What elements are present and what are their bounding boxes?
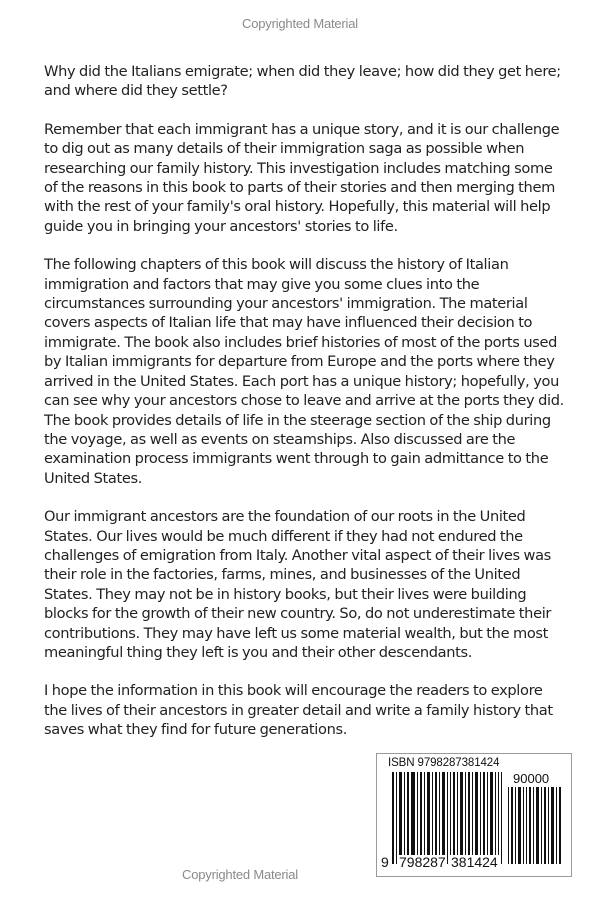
barcode-digits-left: 798287 <box>399 854 446 870</box>
back-cover-text <box>44 62 564 759</box>
barcode-bars-icon <box>392 772 502 864</box>
paragraph-closing-hope: I hope the information in this book will encourage the readers to explore the lives of their ancestors in greater detail and write a family history that saves what they find for future generations. <box>44 682 553 739</box>
paragraph-unique-story: Remember that each immigrant has a unique story, and it is our challenge to dig out as many details of their immigration saga as possible when researching our family history. This investigation includes matching some of the reasons in this book to parts of their stories and then merging them with the rest of your family's oral history. Hopefully, this material will help guide you in bringing your ancestors' stories to life. <box>44 120 560 235</box>
addon-barcode-bars-icon <box>508 787 562 864</box>
paragraph-chapters-overview: The following chapters of this book will discuss the history of Italian immigration and factors that may give you some clues into the circumstances surrounding your ancestors' immigration. The material covers aspects of Italian life that may have influenced their decision to immigrate. The book also includes brief histories of most of the ports used by Italian immigrants for departure from Europe and the ports where they arrived in the United States. Each port has a unique history; hopefully, you can see why your ancestors chose to leave and arrive at the ports they did. The book provides details of life in the steerage section of the ship during the voyage, as well as events on steamships. Also discussed are the examination process immigrants went through to gain admittance to the United States. <box>44 256 564 487</box>
barcode-digits-right: 381424 <box>451 854 498 870</box>
price-addon-label: 90000 <box>513 771 550 786</box>
isbn-barcode <box>376 753 572 877</box>
isbn-label: ISBN 9798287381424 <box>388 757 500 769</box>
paragraph-immigrant-ancestors: Our immigrant ancestors are the foundation of our roots in the United States. Our lives would be much different if they had not endured the challenges of emigration from Italy. Another vital aspect of their lives was their role in the factories, farms, mines, and businesses of the United States. They may not be in history books, but their lives were building blocks for the growth of their new country. So, do not underestimate their contributions. They may have left us some material wealth, but the most meaningful thing they left is you and their other descendants. <box>44 508 552 661</box>
paragraph-intro-question: Why did the Italians emigrate; when did they leave; how did they get here; and where did they settle? <box>44 63 561 100</box>
copyright-watermark-top: Copyrighted Material <box>242 16 358 31</box>
barcode-digit-first: 9 <box>381 854 389 870</box>
copyright-watermark-bottom: Copyrighted Material <box>182 867 298 882</box>
